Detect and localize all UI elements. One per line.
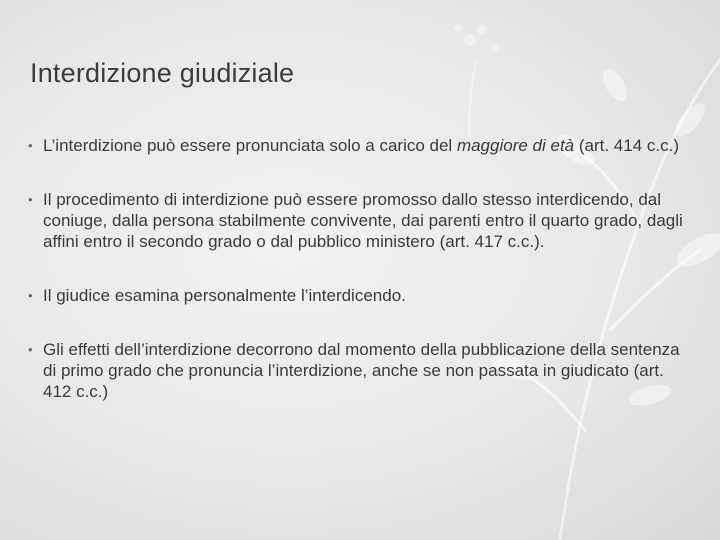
bullet-item	[28, 339, 688, 402]
bullet-text: Il giudice esamina personalmente l’interdicendo.	[43, 286, 406, 305]
bullet-dot-icon: •	[28, 288, 33, 303]
bullet-list	[28, 135, 688, 402]
bullet-item	[28, 285, 688, 306]
bullet-emphasis: maggiore di età	[456, 136, 575, 155]
slide-title: Interdizione giudiziale	[30, 58, 295, 88]
bullet-text: Gli effetti dell’interdizione decorrono dal momento della pubblicazione della sentenza di primo grado che pronuncia l’interdizione, anche se non passata in giudicato (art. 412 c.c.)	[43, 340, 680, 401]
bullet-text-part: L’interdizione può essere pronunciata solo a carico del	[43, 136, 457, 155]
bullet-text-part: (art. 414 c.c.)	[574, 136, 679, 155]
bullet-text	[43, 136, 679, 155]
bullet-item	[28, 135, 688, 156]
bullet-dot-icon: •	[28, 342, 33, 357]
bullet-dot-icon: •	[28, 138, 33, 153]
bullet-item	[28, 189, 688, 252]
bullet-dot-icon: •	[28, 192, 33, 207]
bullet-text: Il procedimento di interdizione può essere promosso dallo stesso interdicendo, dal coniuge, dalla persona stabilmente convivente, dai parenti entro il quarto grado, dagli affini entro il secondo grado o dal pubblico ministero (art. 417 c.c.).	[43, 190, 683, 251]
